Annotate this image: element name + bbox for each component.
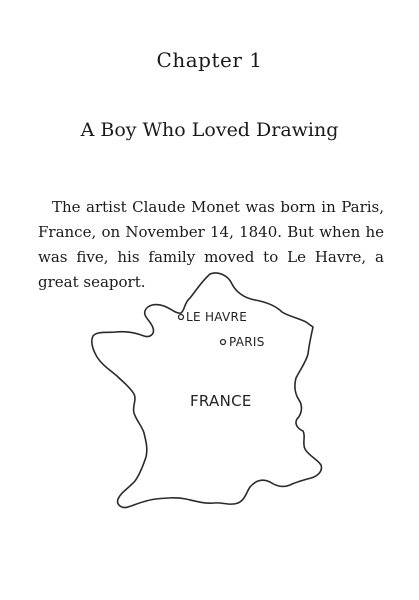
france-outline-drawing (80, 266, 340, 516)
france-outline (92, 273, 322, 508)
chapter-title: A Boy Who Loved Drawing (80, 119, 339, 141)
map-label-france: FRANCE (190, 392, 252, 410)
paris-marker (221, 340, 226, 345)
map-label-paris: PARIS (229, 335, 265, 349)
chapter-number: Chapter 1 (156, 48, 263, 72)
france-map (80, 266, 340, 516)
map-label-le-havre: LE HAVRE (186, 310, 248, 324)
le-havre-marker (179, 315, 184, 320)
body-paragraph: The artist Claude Monet was born in Paris, France, on November 14, 1840. But when he was five, his family moved to Le Havre, a great seaport. (38, 198, 384, 291)
